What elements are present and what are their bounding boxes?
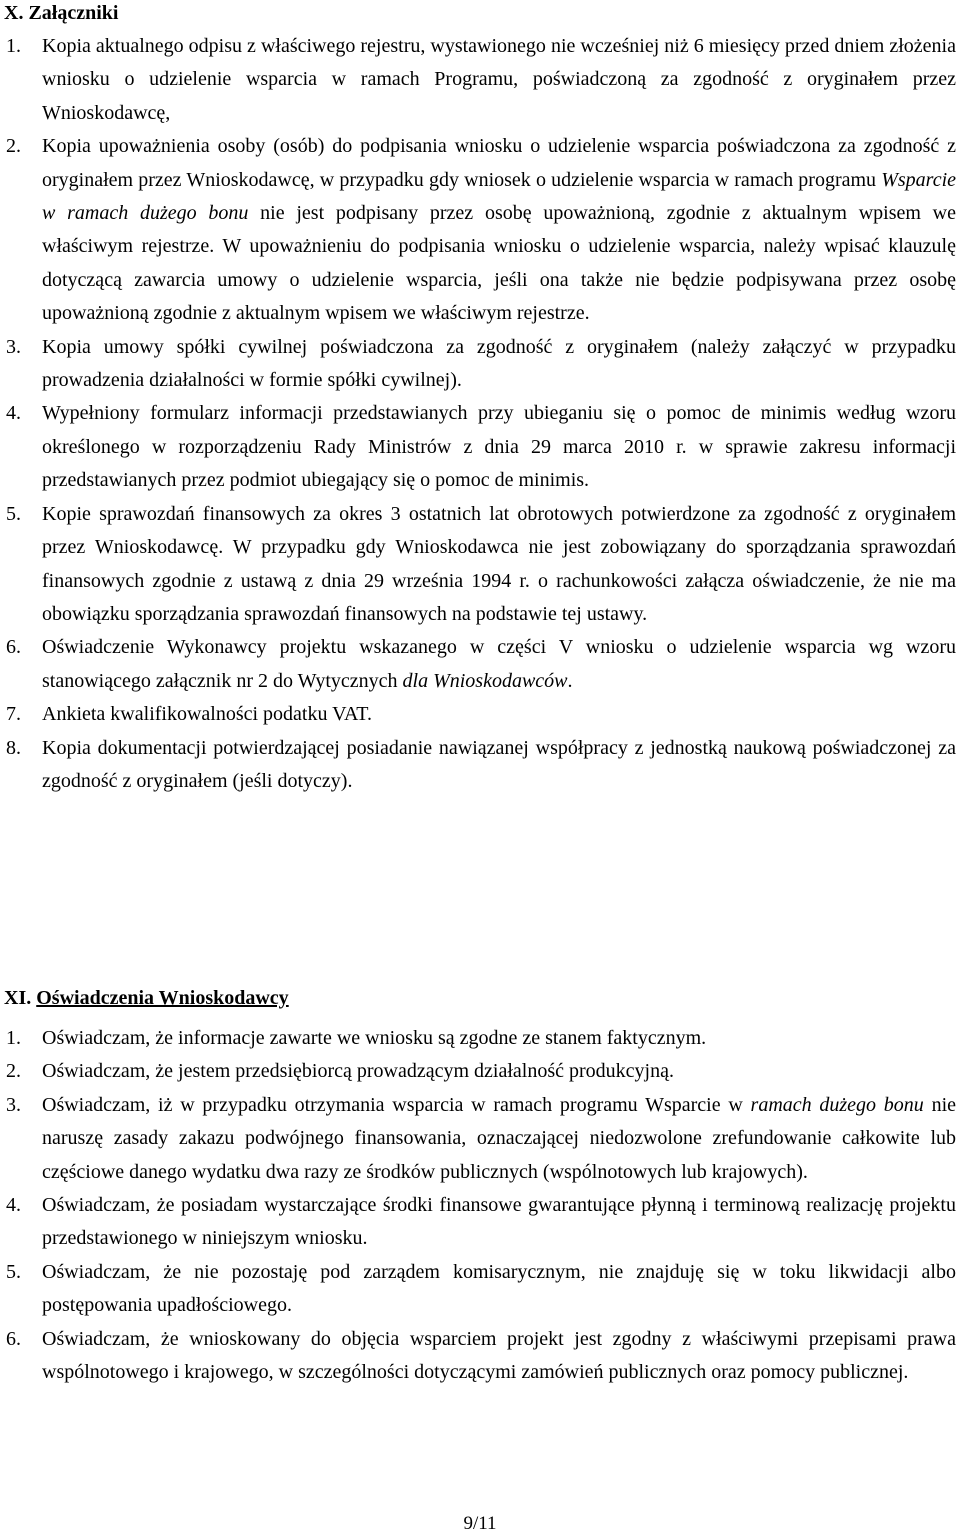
list-item	[0, 698, 956, 731]
list-item	[0, 130, 956, 330]
list-item-text-continued: nie jest podpisany przez osobę upoważnioną, zgodnie z aktualnym wpisem we właściwym rejestrze. W upoważnieniu do podpisania wniosku o udzielenie wsparcia, należy wpisać klauzulę dotyczącą zawarcia umowy o udzielenie wsparcia, jeśli ona także nie będzie podpisywana przez osobę upoważnioną zgodnie z aktualnym wpisem we właściwym rejestrze.	[42, 202, 956, 325]
list-item-text: Wypełniony formularz informacji przedstawianych przy ubieganiu się o pomoc de minimis według wzoru określonego w rozporządzeniu Rady Ministrów z dnia 29 marca 2010 r. w sprawie zakresu informacji przedstawianych przez podmiot ubiegający się o pomoc de minimis.	[42, 402, 956, 492]
list-item-text: Oświadczam, że jestem przedsiębiorcą prowadzącym działalność produkcyjną.	[42, 1060, 674, 1083]
list-item	[0, 1189, 956, 1256]
list-item-text: Kopia dokumentacji potwierdzającej posiadanie nawiązanej współpracy z jednostką naukową poświadczonej za zgodność z oryginałem (jeśli dotyczy).	[42, 736, 956, 792]
list-item-text: Kopia aktualnego odpisu z właściwego rejestru, wystawionego nie wcześniej niż 6 miesięcy przed dniem złożenia wniosku o udzielenie wsparcia w ramach Programu, poświadczoną za zgodność z oryginałem przez Wnioskodawcę,	[42, 35, 956, 124]
list-item-number: 4.	[6, 402, 21, 425]
list-item-text: Kopia upoważnienia osoby (osób) do podpisania wniosku o udzielenie wsparcia poświadczona za zgodność z oryginałem przez Wnioskodawcę, w przypadku gdy wniosek o udzielenie wsparcia w ramach programu	[42, 135, 956, 191]
declarations-list	[0, 1022, 956, 1389]
list-item-number: 2.	[6, 1060, 21, 1083]
guidelines-name-italic: dla Wnioskodawców	[402, 669, 568, 692]
list-item-number: 2.	[6, 135, 21, 158]
list-item-text: Ankieta kwalifikowalności podatku VAT.	[42, 703, 372, 726]
list-item-text: Oświadczam, że nie pozostaję pod zarządem komisarycznym, nie znajduję się w toku likwidacji albo postępowania upadłościowego.	[42, 1260, 956, 1317]
list-item-number: 6.	[6, 1327, 21, 1350]
section-number: XI.	[4, 987, 32, 1009]
list-item-number: 6.	[6, 636, 21, 659]
list-item-text: Kopia umowy spółki cywilnej poświadczona za zgodność z oryginałem (należy załączyć w przypadku prowadzenia działalności w formie spółki cywilnej).	[42, 335, 956, 392]
list-item-number: 1.	[6, 35, 21, 57]
list-item-number: 3.	[6, 335, 21, 358]
list-item	[0, 1323, 956, 1390]
attachments-list	[0, 30, 956, 798]
list-item	[0, 331, 956, 398]
list-item-text: Kopie sprawozdań finansowych za okres 3 ostatnich lat obrotowych potwierdzone za zgodność z oryginałem przez Wnioskodawcę. W przypadku gdy Wnioskodawca nie jest zobowiązany do sporządzania sprawozdań finansowych zgodnie z ustawą z dnia 29 września 1994 r. o rachunkowości załącza oświadczenie, że nie ma obowiązku sporządzania sprawozdań finansowych na podstawie tej ustawy.	[42, 502, 956, 625]
list-item	[0, 1089, 956, 1189]
list-item	[0, 1256, 956, 1323]
section-heading-attachments	[4, 1, 118, 25]
list-item	[0, 732, 956, 799]
program-name-italic: ramach dużego bonu	[750, 1093, 924, 1116]
list-item-number: 5.	[6, 502, 21, 525]
list-item-number: 7.	[6, 703, 21, 726]
list-item	[0, 1022, 956, 1055]
list-item-number: 8.	[6, 736, 21, 759]
list-item-text: Oświadczam, że posiadam wystarczające środki finansowe gwarantujące płynną i terminową realizację projektu przedstawionego w niniejszym wniosku.	[42, 1194, 956, 1250]
program-name-italic: Wsparcie w ramach dużego bonu	[42, 168, 956, 225]
section-title: Załączniki	[28, 2, 119, 24]
list-item-number: 3.	[6, 1093, 21, 1116]
list-item-text: Oświadczam, że wnioskowany do objęcia wsparciem projekt jest zgodny z właściwymi przepisami prawa wspólnotowego i krajowego, w szczególności dotyczącymi zamówień publicznych oraz pomocy publicznej.	[42, 1327, 956, 1384]
list-item-text-continued: nie naruszę zasady zakazu podwójnego finansowania, oznaczającej niedozwolone zrefundowanie całkowite lub częściowe danego wydatku dwa razy ze środków publicznych (wspólnotowych lub krajowych).	[42, 1093, 956, 1183]
list-item	[0, 631, 956, 698]
list-item-number: 1.	[6, 1027, 21, 1049]
section-heading-declarations	[4, 986, 289, 1010]
list-item	[0, 397, 956, 497]
list-item-text: Oświadczam, że informacje zawarte we wniosku są zgodne ze stanem faktycznym.	[42, 1027, 707, 1049]
list-item-number: 5.	[6, 1260, 21, 1283]
list-item	[0, 1055, 956, 1088]
list-item	[0, 498, 956, 632]
list-item-text-continued: .	[567, 669, 573, 692]
section-number: X.	[4, 2, 24, 24]
list-item-text: Oświadczam, iż w przypadku otrzymania wsparcia w ramach programu Wsparcie w	[42, 1093, 751, 1116]
list-item-number: 4.	[6, 1194, 21, 1217]
section-title: Oświadczenia Wnioskodawcy	[36, 987, 289, 1009]
list-item-text: Oświadczenie Wykonawcy projektu wskazanego w części V wniosku o udzielenie wsparcia wg wzoru stanowiącego załącznik nr 2 do Wytycznych	[42, 636, 956, 692]
list-item	[0, 30, 956, 130]
page-number: 9/11	[463, 1513, 497, 1534]
